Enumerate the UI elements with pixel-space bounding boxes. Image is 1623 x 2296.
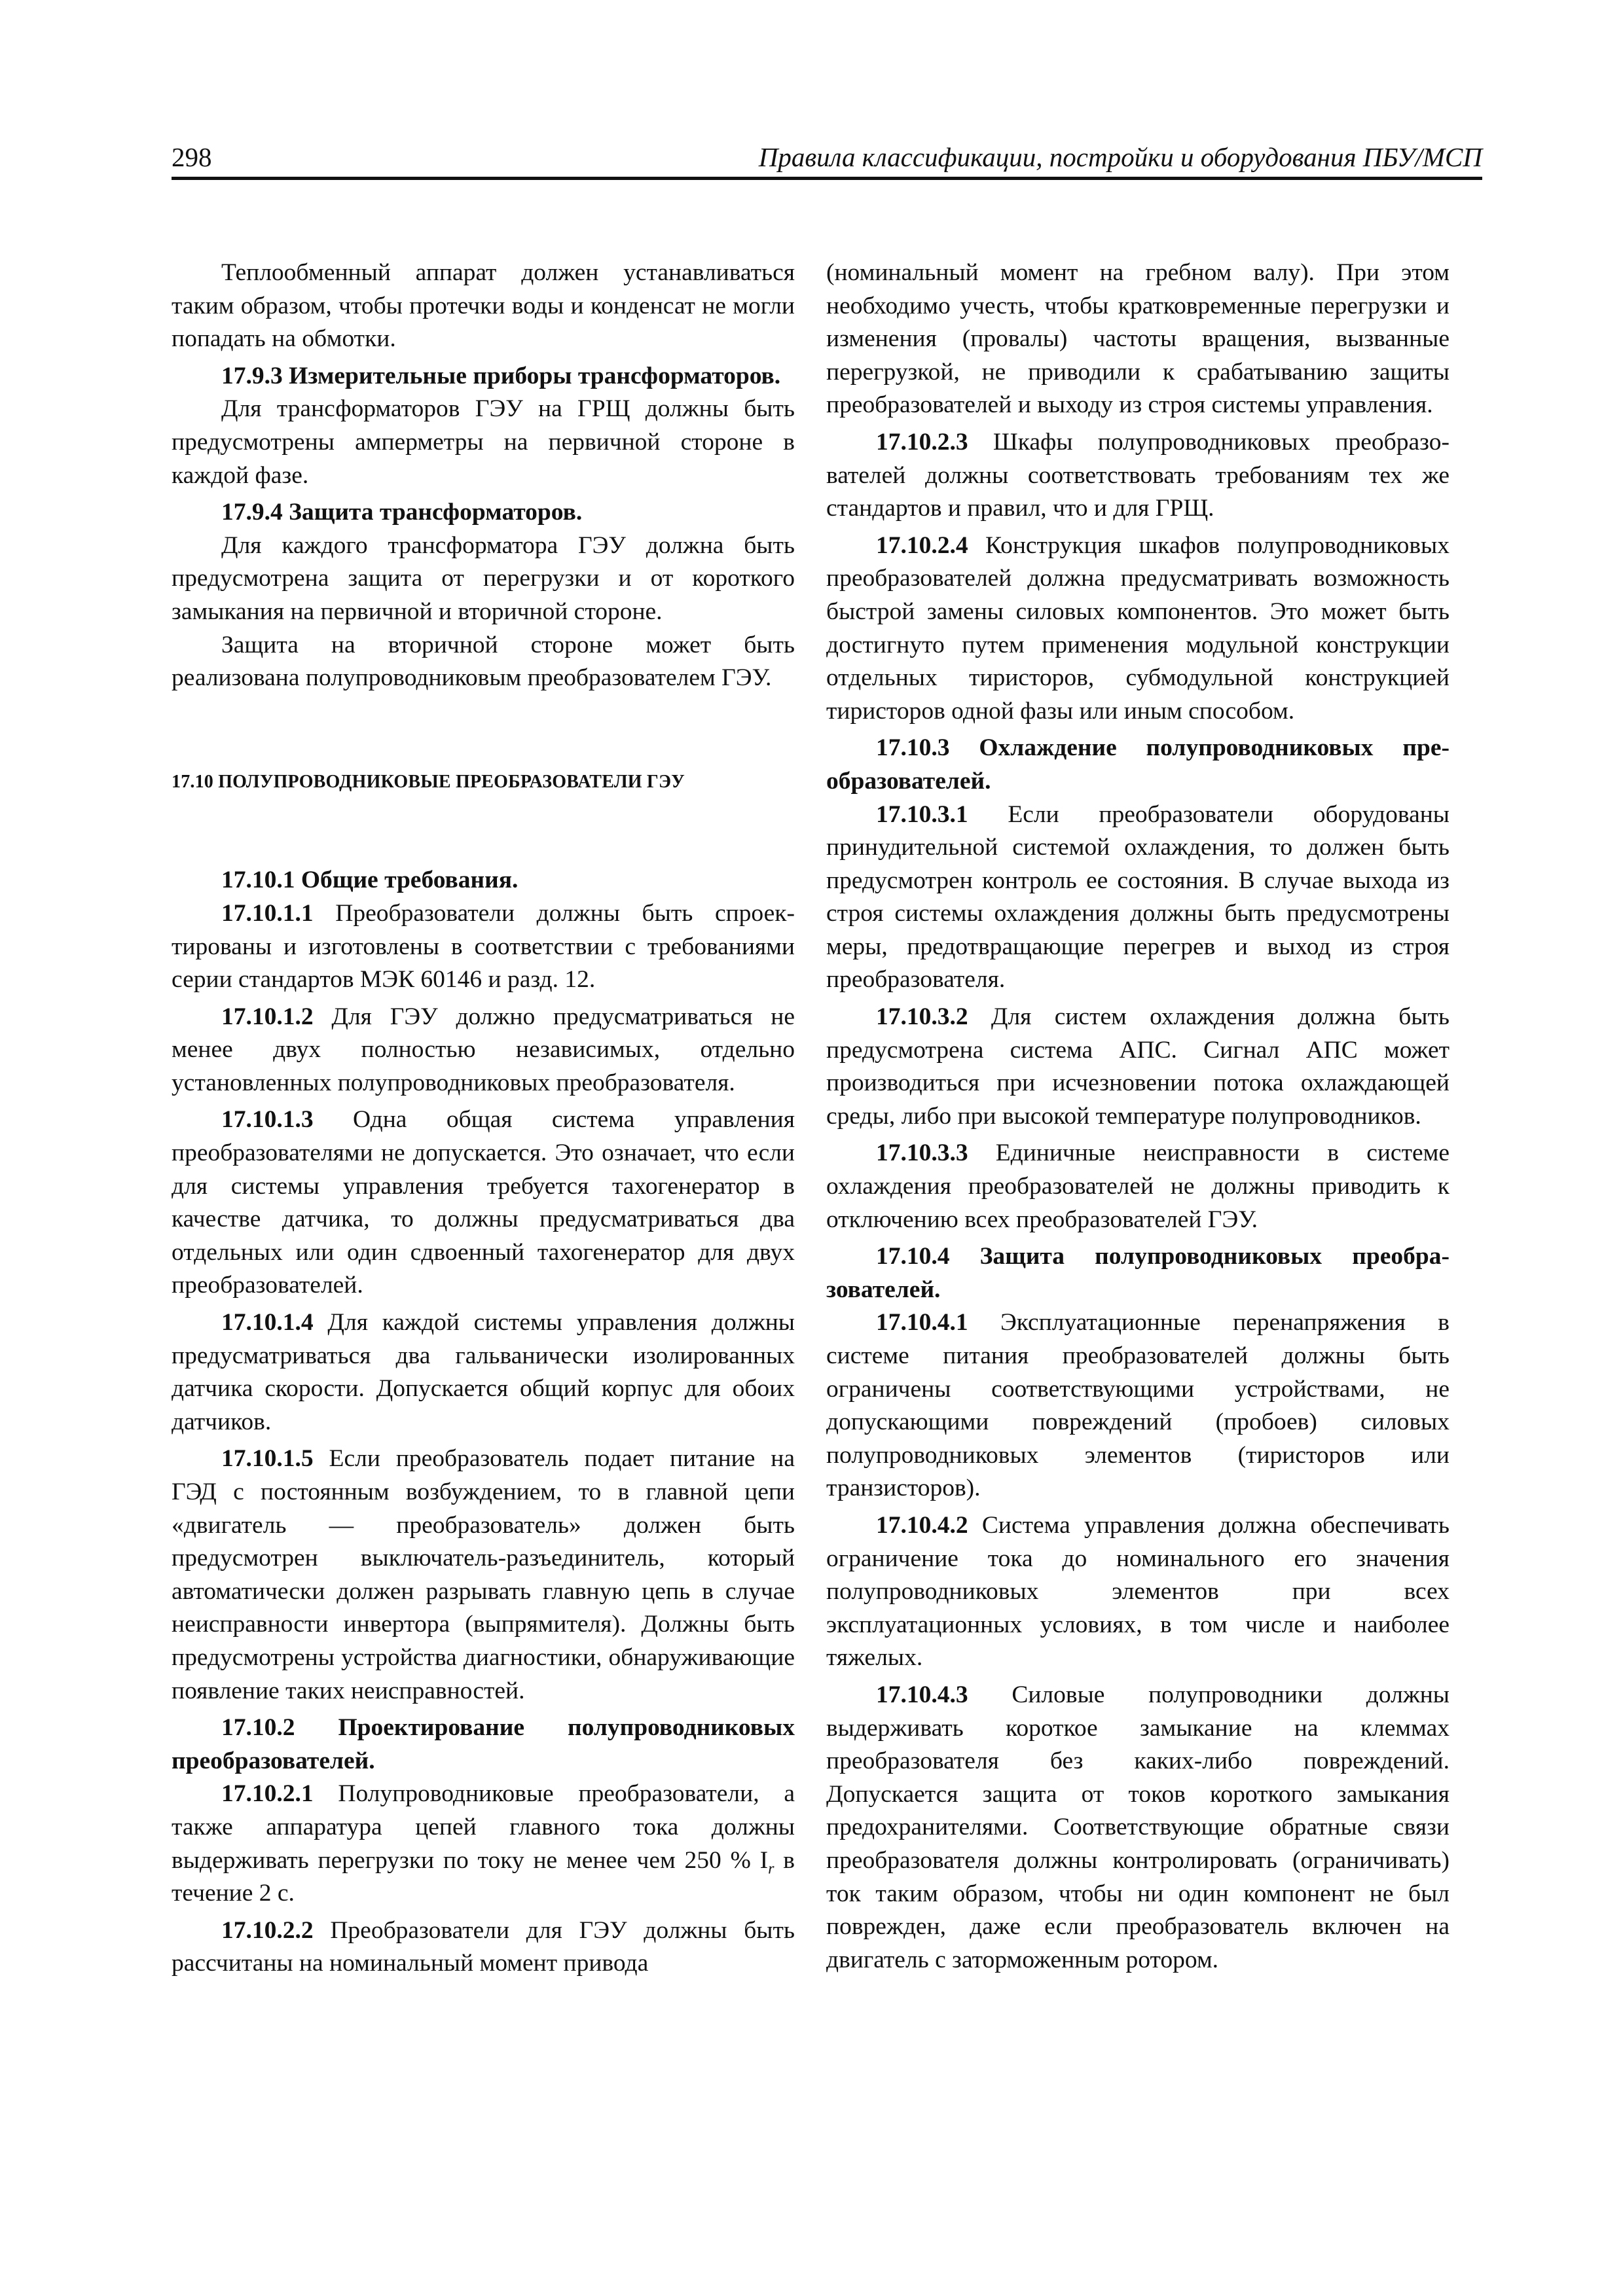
clause-number: 17.10.1.2 [221, 1003, 314, 1030]
clause-text: Преобразователи должны быть спроектированы и изготовлены в соответствии с требованиями серии стандартов МЭК 60146 и разд. 12. [172, 899, 795, 994]
clause-text: Конструкция шкафов полупроводниковых преобразователей должна предусматривать возможность быстрой замены силовых компонентов. Это может быть достигнуто путем применения модульной конструкции отдельных тиристоров, субмодульной конструкцией тиристоров одной фазы или иным способом. [826, 531, 1450, 725]
left-column [172, 257, 795, 1981]
clause-number: 17.10.2.1 [221, 1780, 314, 1808]
paragraph: Для трансформаторов ГЭУ на ГРЩ должны быть предусмотрены амперметры на первичной стороне в каждой фазе. [172, 395, 795, 489]
clause-number: 17.10.4.2 [876, 1511, 968, 1539]
clause-text: Для каждой системы управления должны предусматриваться два гальванически изолированных датчика скорости. Допускается общий корпус для обоих датчиков. [172, 1309, 795, 1435]
paragraph [826, 1137, 1450, 1236]
header-rule [172, 177, 1482, 180]
clause-text: Единичные неисправности в системе охлаждения преобразователей не должны приводить к отключению всех преобразователей ГЭУ. [826, 1139, 1450, 1233]
subheading-17-9-4: 17.9.4 Защита трансформаторов. [221, 499, 583, 526]
right-column [826, 257, 1450, 1977]
paragraph [826, 798, 1450, 997]
subheading-17-9-3: 17.9.3 Измерительные приборы трансформаторов. [221, 362, 781, 389]
paragraph [826, 1679, 1450, 1977]
clause-number: 17.10.2.3 [876, 428, 968, 456]
clause-number: 17.10.1.4 [221, 1309, 314, 1336]
paragraph [172, 1443, 795, 1708]
clause-text: Полупроводниковые преобразователи, а также аппаратура цепей главного тока должны выдерживать перегрузки по току не менее чем 250 % I [172, 1780, 795, 1874]
subheading-17-10-4: 17.10.4 Защита полупроводниковых преобразователей. [826, 1243, 1450, 1303]
page-number: 298 [172, 142, 212, 172]
paragraph [826, 426, 1450, 526]
clause-text: Шкафы полупроводниковых преобразователей должны соответствовать требованиям тех же стандартов и правил, что и для ГРЩ. [826, 428, 1450, 522]
clause-number: 17.10.1.1 [221, 899, 314, 927]
paragraph [172, 1778, 795, 1910]
clause-number: 17.10.2.4 [876, 531, 968, 559]
paragraph [172, 1306, 795, 1439]
paragraph [172, 897, 795, 997]
paragraph [172, 1001, 795, 1100]
paragraph [826, 529, 1450, 728]
clause-number: 17.10.1.5 [221, 1445, 314, 1473]
clause-text: Если преобразователи оборудованы принудительной системой охлаждения, то должен быть предусмотрен контроль ее состояния. В случае выхода из строя системы охлаждения должны быть предусмотрены меры, предотвращающие перегрев и выход из строя преобразователя. [826, 800, 1450, 994]
clause-text: в течение 2 с. [172, 1846, 795, 1907]
clause-number: 17.10.3.1 [876, 800, 968, 828]
paragraph [826, 1306, 1450, 1505]
clause-text: Если преобразователь подает питание на ГЭД с постоянным возбуждением, то в главной цепи «двигатель — преобразователь» должен быть предусмотрен выключатель-разъединитель, который автоматически должен разрывать главную цепь в случае неисправности инвертора (выпрямителя). Должны быть предусмотрены устройства диагностики, обнаруживающие появление таких неисправностей. [172, 1445, 795, 1704]
clause-number: 17.10.4.1 [876, 1309, 968, 1336]
paragraph [172, 1103, 795, 1302]
clause-number: 17.10.4.3 [876, 1681, 968, 1708]
subscript-r: r [768, 1860, 775, 1878]
clause-text: Система управления должна обеспечивать ограничение тока до номинального его значения полупроводниковых элементов при всех эксплуатационных условиях, в том числе и наиболее тяжелых. [826, 1511, 1450, 1672]
paragraph: (номинальный момент на гребном валу). При этом необходимо учесть, чтобы кратковременные перегрузки и изменения (провалы) частоты вращения, вызванные перегрузкой, не приводили к срабатыванию защиты преобразователей и выходу из строя системы управления. [826, 259, 1450, 419]
clause-number: 17.10.2.2 [221, 1916, 314, 1944]
paragraph: Защита на вторичной стороне может быть реализована полупроводниковым преобразователем ГЭУ. [172, 631, 795, 692]
clause-number: 17.10.1.3 [221, 1106, 314, 1134]
paragraph [826, 1509, 1450, 1675]
clause-number: 17.10.3.3 [876, 1139, 968, 1167]
clause-text: Силовые полупроводники должны выдерживать короткое замыкание на клеммах преобразователя без каких-либо повреждений. Допускается защита от токов короткого замыкания предохранителями. Соответствующие обратные связи преобразователя должны контролировать (ограничивать) ток таким образом, чтобы ни один компонент не был поврежден, даже если преобразователь включен на двигатель с заторможенным ротором. [826, 1681, 1450, 1973]
clause-text: Одна общая система управления преобразователями не допускается. Это означает, что если для системы управления требуется тахогенератор в качестве датчика, то должны предусматриваться два отдельных или один сдвоенный тахогенератор для двух преобразователей. [172, 1106, 795, 1299]
paragraph [172, 1914, 795, 1981]
page-header [172, 139, 1482, 181]
subheading-17-10-1: 17.10.1 Общие требования. [221, 867, 519, 894]
running-title: Правила классификации, постройки и оборудования ПБУ/МСП [758, 142, 1482, 172]
section-heading-17-10: 17.10 ПОЛУПРОВОДНИКОВЫЕ ПРЕОБРАЗОВАТЕЛИ ГЭУ [172, 771, 685, 792]
clause-text: Для систем охлаждения должна быть предусмотрена система АПС. Сигнал АПС может производиться при исчезновении потока охлаждающей среды, либо при высокой температуре полупроводников. [826, 1003, 1450, 1130]
paragraph: Для каждого трансформатора ГЭУ должна быть предусмотрена защита от перегрузки и от короткого замыкания на первичной и вторичной стороне. [172, 531, 795, 625]
paragraph: Теплообменный аппарат должен устанавливаться таким образом, чтобы протечки воды и конденсат не могли попадать на обмотки. [172, 259, 795, 353]
subheading-17-10-2: 17.10.2 Проектирование полупроводниковых преобразователей. [172, 1714, 795, 1774]
clause-text: Преобразователи для ГЭУ должны быть рассчитаны на номинальный момент привода [172, 1916, 795, 1977]
clause-text: Эксплуатационные перенапряжения в системе питания преобразователей должны быть ограничены соответствующими устройствами, не допускающими повреждений (пробоев) силовых полупроводниковых элементов (тиристоров или транзисторов). [826, 1309, 1450, 1502]
clause-number: 17.10.3.2 [876, 1003, 968, 1031]
clause-text: Для ГЭУ должно предусматриваться не менее двух полностью независимых, отдельно установленных полупроводниковых преобразователя. [172, 1003, 795, 1096]
subheading-17-10-3: 17.10.3 Охлаждение полупроводниковых преобразователей. [826, 734, 1450, 795]
paragraph [826, 1001, 1450, 1133]
